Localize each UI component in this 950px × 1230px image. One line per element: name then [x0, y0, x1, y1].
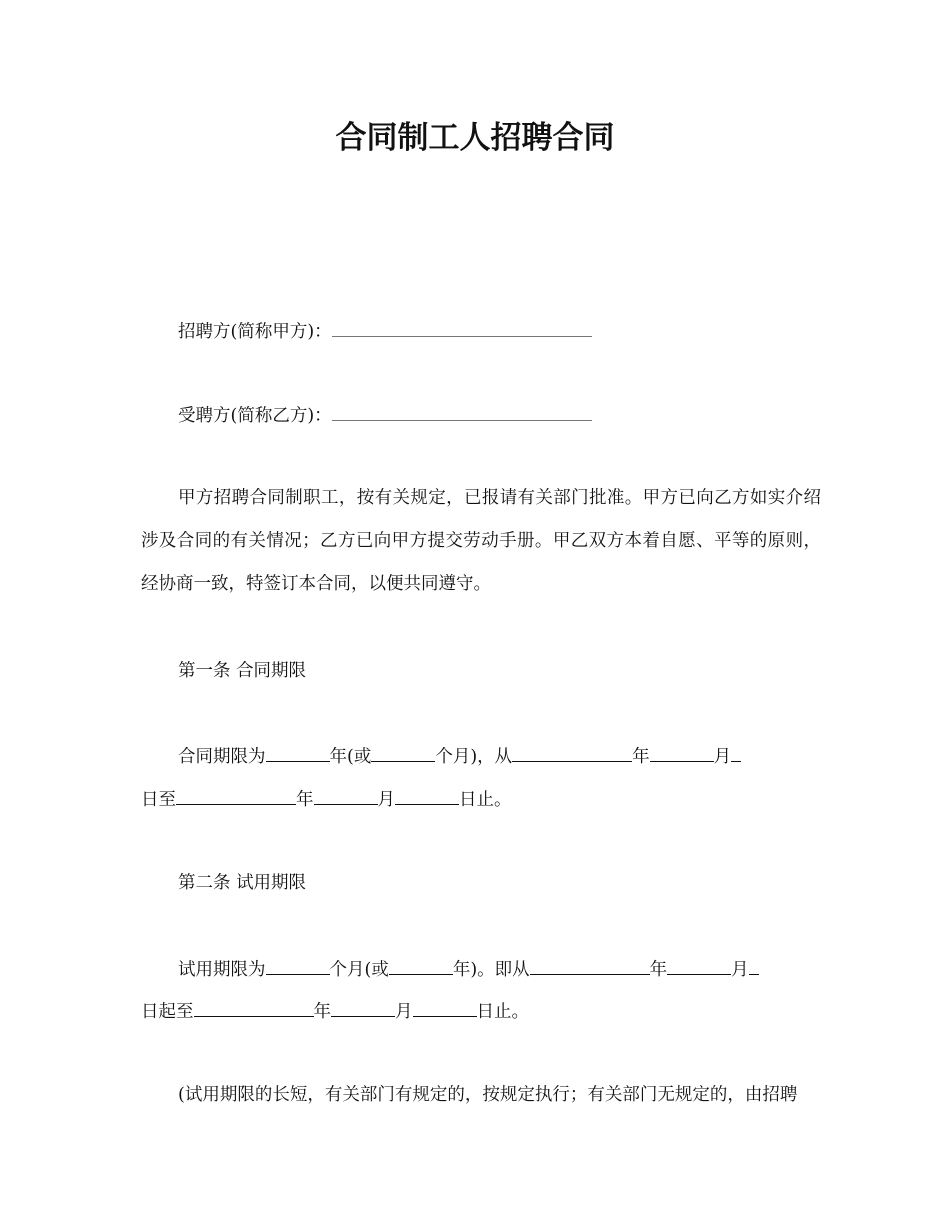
article2-line1 [178, 957, 759, 982]
document-title: 合同制工人招聘合同 [335, 120, 615, 156]
article1-text-4: 年 [632, 747, 650, 767]
article2-text-1: 试用期限为 [178, 960, 266, 980]
article1-end-day-blank[interactable] [395, 787, 459, 805]
article1-text-2: 年(或 [329, 747, 372, 767]
article1-heading: 第一条 合同期限 [178, 661, 307, 681]
party-a-label: 招聘方(简称甲方)： [178, 322, 332, 342]
article1-start-year-blank[interactable] [512, 744, 632, 762]
article2-end-month-blank[interactable] [331, 999, 395, 1017]
trial-period-note: (试用期限的长短，有关部门有规定的，按规定执行；有关部门无规定的，由招聘 [178, 1085, 798, 1105]
article1-line2 [141, 787, 512, 812]
party-b-blank[interactable] [332, 404, 592, 421]
article1-text-3: 个月)，从 [435, 747, 513, 767]
article2-end-day-blank[interactable] [413, 999, 477, 1017]
article2-start-day-blank[interactable] [749, 957, 759, 975]
article1-text-7: 年 [296, 790, 314, 810]
article2-text-4: 年 [649, 960, 668, 980]
preamble-paragraph: 甲方招聘合同制职工，按有关规定，已报请有关部门批准。甲方已向乙方如实介绍涉及合同的有关情况；乙方已向甲方提交劳动手册。甲乙双方本着自愿、平等的原则，经协商一致，特签订本合同，以便共同遵守。 [141, 488, 821, 594]
article1-start-day-blank[interactable] [731, 744, 741, 762]
article1-text-6: 日至 [141, 790, 176, 810]
article1-line1 [178, 744, 741, 769]
article2-text-8: 月 [395, 1002, 413, 1022]
article2-end-year-blank[interactable] [194, 999, 314, 1017]
article2-text-7: 年 [313, 1002, 331, 1022]
article1-years-blank[interactable] [266, 744, 330, 762]
article2-text-3: 年)。即从 [452, 960, 530, 980]
article1-text-1: 合同期限为 [178, 747, 266, 767]
party-a-blank[interactable] [332, 320, 592, 337]
article2-start-year-blank[interactable] [530, 957, 650, 975]
article1-end-month-blank[interactable] [314, 787, 378, 805]
article1-start-month-blank[interactable] [650, 744, 714, 762]
party-b-label: 受聘方(简称乙方)： [178, 406, 332, 426]
article2-line2 [141, 999, 529, 1024]
article2-start-month-blank[interactable] [667, 957, 731, 975]
party-a-line [178, 320, 592, 344]
article2-text-2: 个月(或 [329, 960, 389, 980]
article1-text-8: 月 [377, 790, 395, 810]
article1-text-9: 日止。 [459, 790, 512, 810]
party-b-line [178, 404, 592, 428]
article1-text-5: 月 [713, 747, 732, 767]
article2-text-5: 月 [731, 960, 749, 980]
article2-text-6: 日起至 [141, 1002, 194, 1022]
article2-years-blank[interactable] [389, 957, 453, 975]
article2-heading: 第二条 试用期限 [178, 873, 307, 893]
article1-end-year-blank[interactable] [176, 787, 296, 805]
article1-months-blank[interactable] [371, 744, 435, 762]
article2-months-blank[interactable] [266, 957, 330, 975]
article2-text-9: 日止。 [476, 1002, 529, 1022]
